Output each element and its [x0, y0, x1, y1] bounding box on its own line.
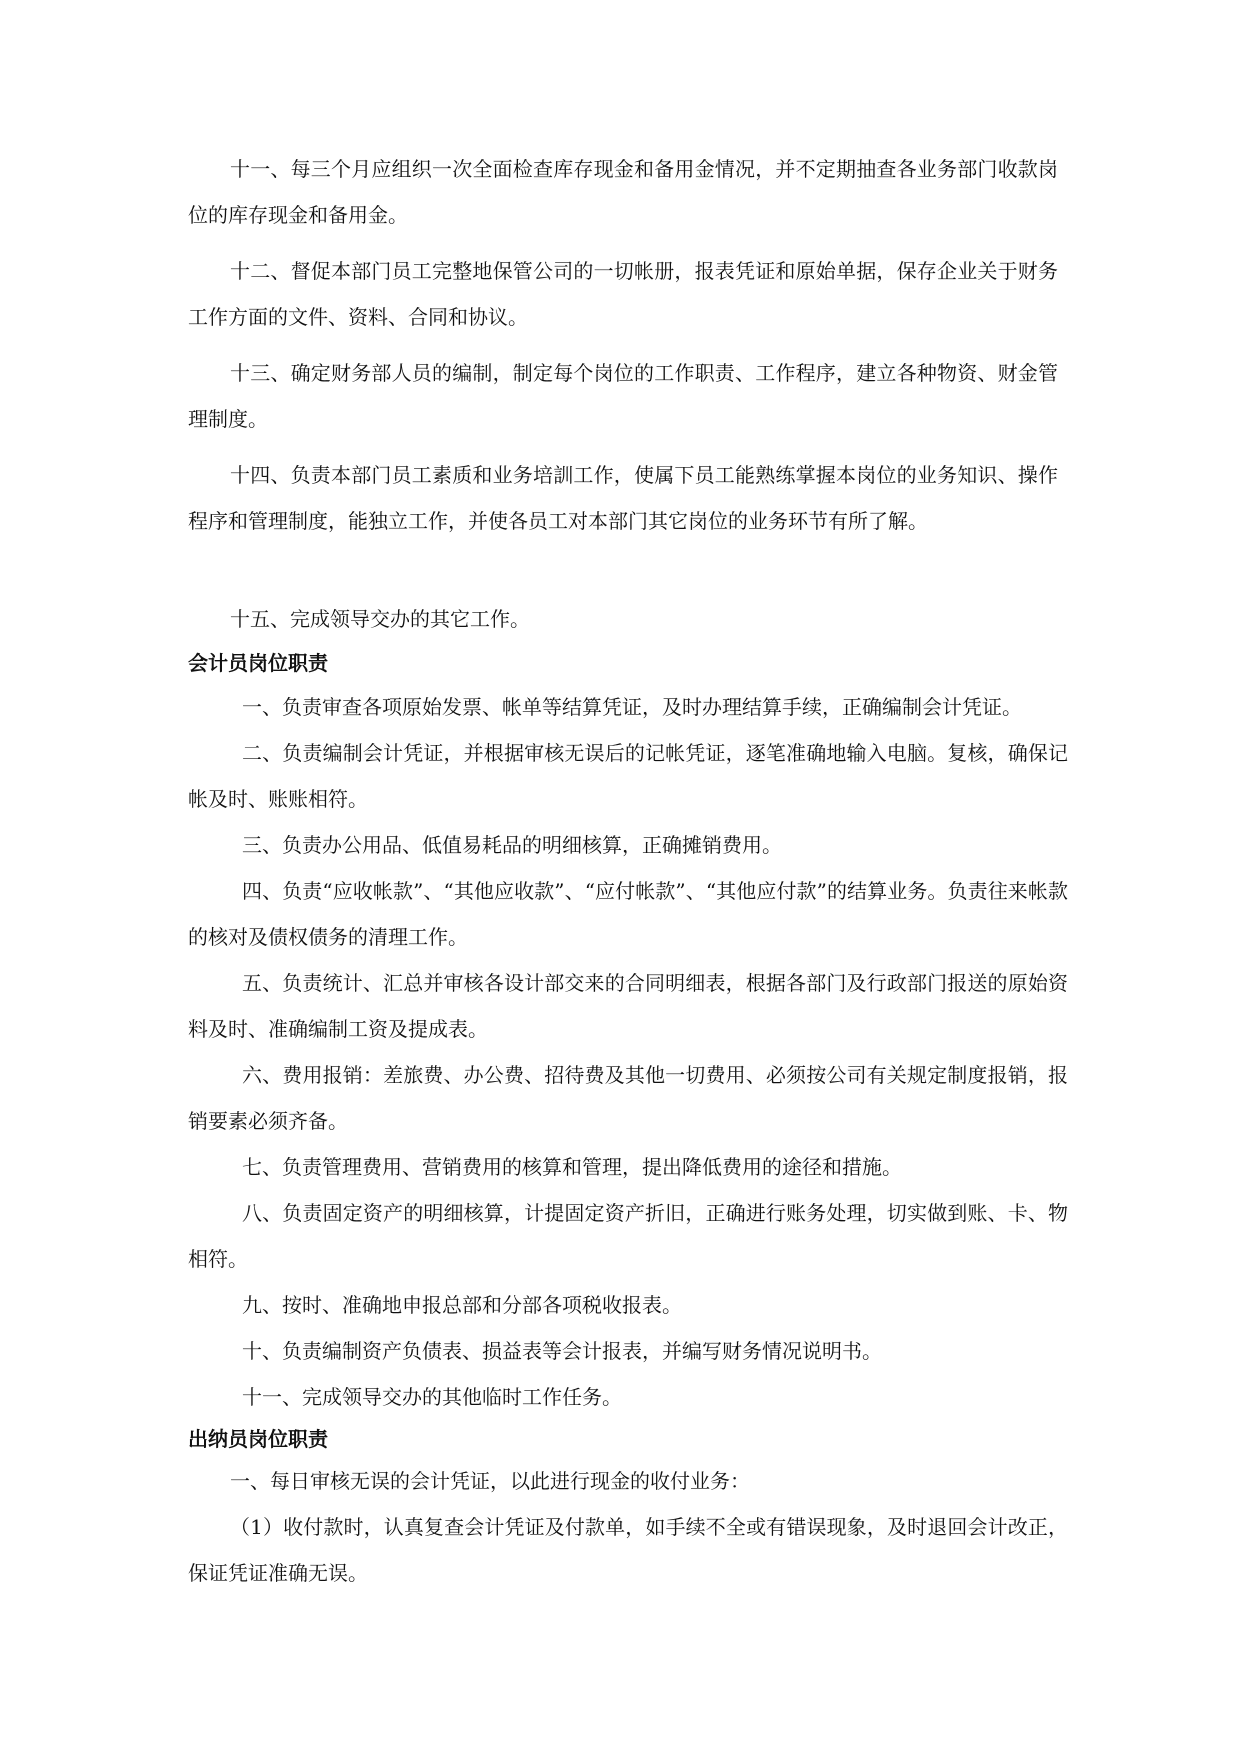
accountant-item-11: 十一、完成领导交办的其他临时工作任务。 [242, 1385, 622, 1409]
cashier-item-1: 一、每日审核无误的会计凭证，以此进行现金的收付业务： [230, 1469, 750, 1493]
accountant-item-8: 八、负责固定资产的明细核算，计提固定资产折旧，正确进行账务处理，切实做到账、卡、物相符。 [188, 1201, 1068, 1271]
cashier-item-1-sub-1: （1）收付款时，认真复查会计凭证及付款单，如手续不全或有错误现象，及时退回会计改正，保证凭证准确无误。 [188, 1515, 1068, 1585]
accountant-item-7: 七、负责管理费用、营销费用的核算和管理，提出降低费用的途径和措施。 [242, 1155, 902, 1179]
accountant-item-3: 三、负责办公用品、低值易耗品的明细核算，正确摊销费用。 [242, 833, 782, 857]
paragraph-item-12: 十二、督促本部门员工完整地保管公司的一切帐册，报表凭证和原始单据，保存企业关于财务工作方面的文件、资料、合同和协议。 [188, 259, 1058, 329]
accountant-item-1: 一、负责审查各项原始发票、帐单等结算凭证，及时办理结算手续，正确编制会计凭证。 [242, 695, 1022, 719]
section-heading-cashier: 出纳员岗位职责 [188, 1427, 328, 1451]
accountant-item-6: 六、费用报销：差旅费、办公费、招待费及其他一切费用、必须按公司有关规定制度报销，报销要素必须齐备。 [188, 1063, 1068, 1133]
paragraph-item-11: 十一、每三个月应组织一次全面检查库存现金和备用金情况，并不定期抽查各业务部门收款岗位的库存现金和备用金。 [188, 157, 1058, 227]
section-heading-accountant: 会计员岗位职责 [188, 651, 328, 675]
paragraph-item-15: 十五、完成领导交办的其它工作。 [230, 607, 530, 631]
accountant-item-4: 四、负责“应收帐款”、“其他应收款”、“应付帐款”、“其他应付款”的结算业务。负责往来帐款的核对及债权债务的清理工作。 [188, 879, 1068, 949]
paragraph-item-14: 十四、负责本部门员工素质和业务培訓工作，使属下员工能熟练掌握本岗位的业务知识、操作程序和管理制度，能独立工作，并使各员工对本部门其它岗位的业务环节有所了解。 [188, 463, 1058, 533]
accountant-item-5: 五、负责统计、汇总并审核各设计部交来的合同明细表，根据各部门及行政部门报送的原始资料及时、准确编制工资及提成表。 [188, 971, 1068, 1041]
accountant-item-10: 十、负责编制资产负债表、损益表等会计报表，并编写财务情况说明书。 [242, 1339, 882, 1363]
accountant-item-2: 二、负责编制会计凭证，并根据审核无误后的记帐凭证，逐笔准确地输入电脑。复核，确保记帐及时、账账相符。 [188, 741, 1068, 811]
accountant-item-9: 九、按时、准确地申报总部和分部各项税收报表。 [242, 1293, 682, 1317]
paragraph-item-13: 十三、确定财务部人员的编制，制定每个岗位的工作职责、工作程序，建立各种物资、财金管理制度。 [188, 361, 1058, 431]
